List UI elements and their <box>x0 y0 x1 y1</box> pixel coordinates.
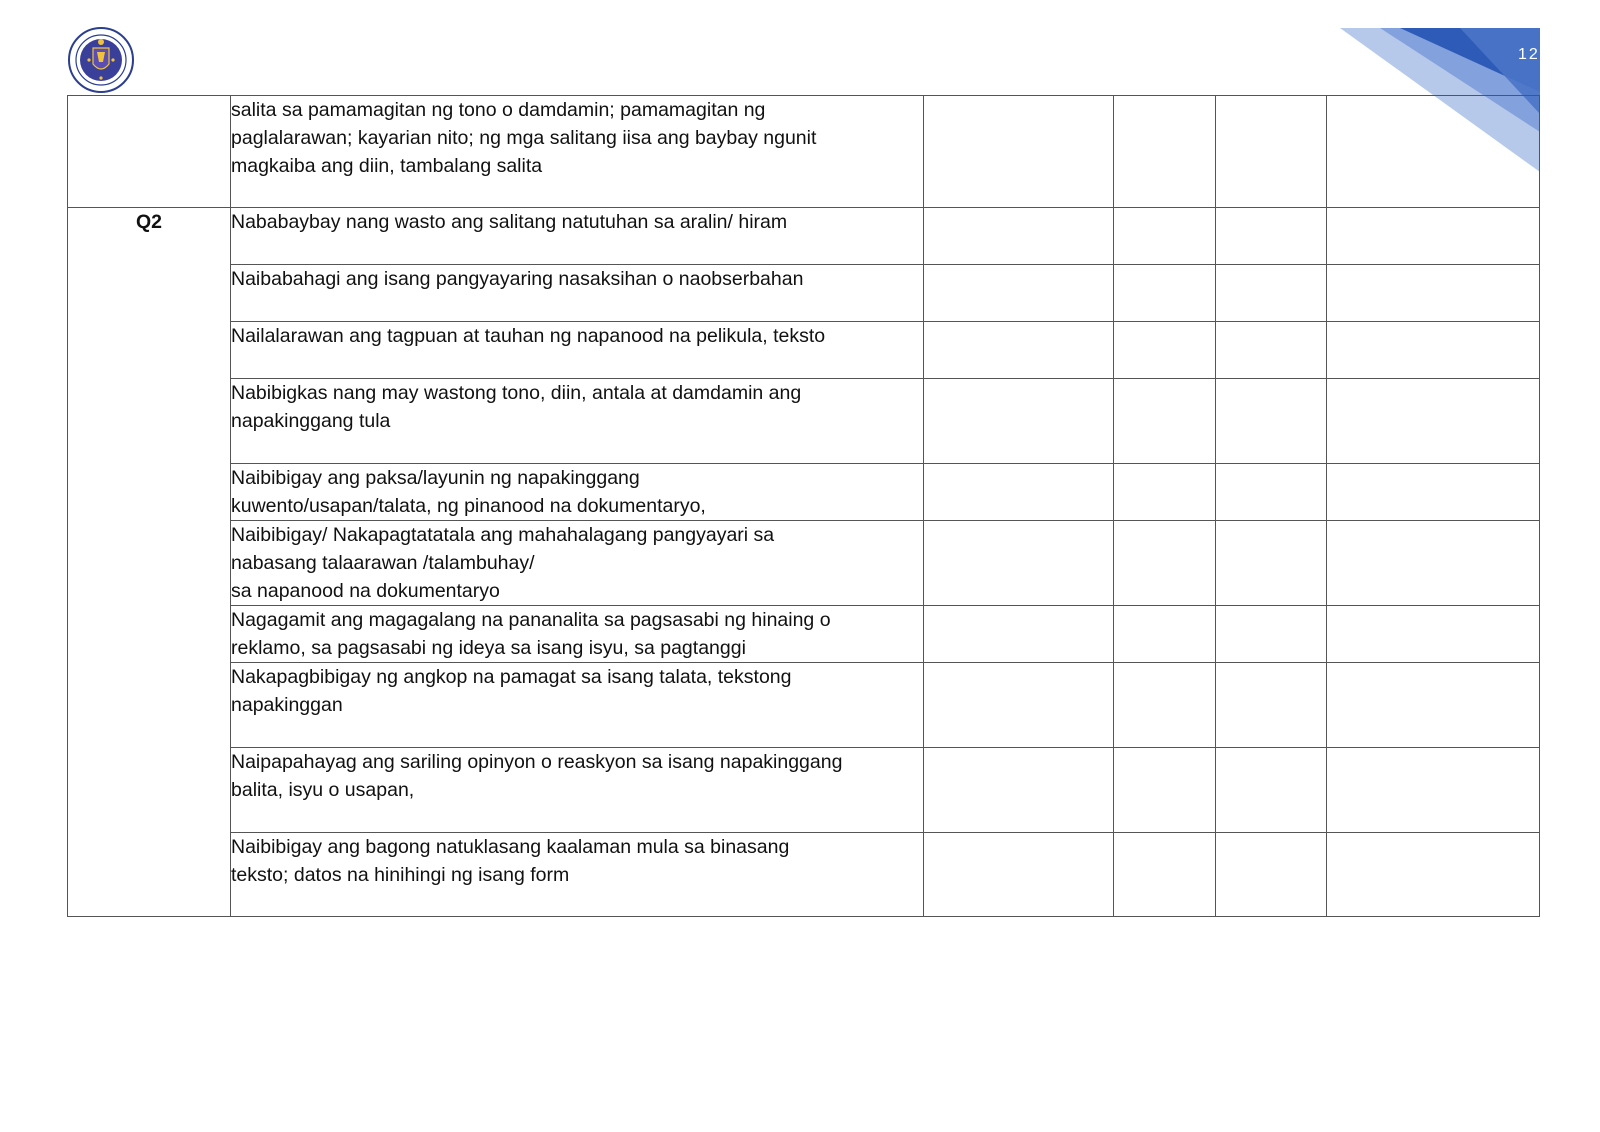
table-row <box>68 379 1540 464</box>
competency-cell: Nababaybay nang wasto ang salitang natutuhan sa aralin/ hiram <box>231 208 924 265</box>
empty-cell <box>1114 663 1216 748</box>
empty-cell <box>924 379 1114 464</box>
empty-cell <box>924 96 1114 208</box>
empty-cell <box>1216 663 1327 748</box>
empty-cell <box>1216 606 1327 663</box>
empty-cell <box>924 208 1114 265</box>
deped-seal-logo <box>67 26 135 94</box>
empty-cell <box>924 833 1114 917</box>
empty-cell <box>1216 96 1327 208</box>
competency-cell: Naibibigay/ Nakapagtatatala ang mahahalagang pangyayari sa nabasang talaarawan /talambuhay/ sa napanood na dokumentaryo <box>231 521 924 606</box>
empty-cell <box>924 748 1114 833</box>
empty-cell <box>1114 606 1216 663</box>
empty-cell <box>1114 265 1216 322</box>
table-row <box>68 606 1540 663</box>
quarter-cell <box>68 96 231 208</box>
empty-cell <box>1216 464 1327 521</box>
empty-cell <box>1327 748 1540 833</box>
table-row <box>68 521 1540 606</box>
empty-cell <box>1216 521 1327 606</box>
empty-cell <box>1327 322 1540 379</box>
empty-cell <box>1327 606 1540 663</box>
empty-cell <box>1327 464 1540 521</box>
competency-cell: Nailalarawan ang tagpuan at tauhan ng napanood na pelikula, teksto <box>231 322 924 379</box>
table-row <box>68 663 1540 748</box>
table-row <box>68 833 1540 917</box>
empty-cell <box>1114 521 1216 606</box>
empty-cell <box>1114 748 1216 833</box>
empty-cell <box>924 265 1114 322</box>
table-row <box>68 748 1540 833</box>
empty-cell <box>924 606 1114 663</box>
page-number: 124 <box>1518 46 1551 63</box>
empty-cell <box>1327 521 1540 606</box>
empty-cell <box>1327 208 1540 265</box>
empty-cell <box>924 521 1114 606</box>
empty-cell <box>1327 379 1540 464</box>
empty-cell <box>1216 265 1327 322</box>
empty-cell <box>1216 208 1327 265</box>
competency-cell: Naibibigay ang bagong natuklasang kaalaman mula sa binasang teksto; datos na hinihingi ng isang form <box>231 833 924 917</box>
empty-cell <box>1114 833 1216 917</box>
table-row <box>68 464 1540 521</box>
empty-cell <box>1114 464 1216 521</box>
empty-cell <box>1216 379 1327 464</box>
empty-cell <box>1216 322 1327 379</box>
competency-cell: Nakapagbibigay ng angkop na pamagat sa isang talata, tekstong napakinggan <box>231 663 924 748</box>
empty-cell <box>1327 265 1540 322</box>
empty-cell <box>1327 833 1540 917</box>
competency-cell: Naipapahayag ang sariling opinyon o reaskyon sa isang napakinggang balita, isyu o usapan, <box>231 748 924 833</box>
empty-cell <box>1327 663 1540 748</box>
empty-cell <box>1114 208 1216 265</box>
quarter-cell: Q2 <box>68 208 231 917</box>
competency-cell: salita sa pamamagitan ng tono o damdamin; pamamagitan ng paglalarawan; kayarian nito; ng mga salitang iisa ang baybay ngunit magkaiba ang diin, tambalang salita <box>231 96 924 208</box>
empty-cell <box>1114 379 1216 464</box>
empty-cell <box>924 464 1114 521</box>
empty-cell <box>1216 748 1327 833</box>
competency-cell: Naibibigay ang paksa/layunin ng napakinggang kuwento/usapan/talata, ng pinanood na dokumentaryo, <box>231 464 924 521</box>
empty-cell <box>1327 96 1540 208</box>
empty-cell <box>1114 322 1216 379</box>
empty-cell <box>924 322 1114 379</box>
empty-cell <box>1216 833 1327 917</box>
table-row <box>68 265 1540 322</box>
table-row <box>68 208 1540 265</box>
competency-cell: Nabibigkas nang may wastong tono, diin, antala at damdamin ang napakinggang tula <box>231 379 924 464</box>
empty-cell <box>924 663 1114 748</box>
competency-cell: Nagagamit ang magagalang na pananalita sa pagsasabi ng hinaing o reklamo, sa pagsasabi ng ideya sa isang isyu, sa pagtanggi <box>231 606 924 663</box>
table-row <box>68 96 1540 208</box>
competency-table <box>67 95 1540 917</box>
table-row <box>68 322 1540 379</box>
empty-cell <box>1114 96 1216 208</box>
competency-cell: Naibabahagi ang isang pangyayaring nasaksihan o naobserbahan <box>231 265 924 322</box>
